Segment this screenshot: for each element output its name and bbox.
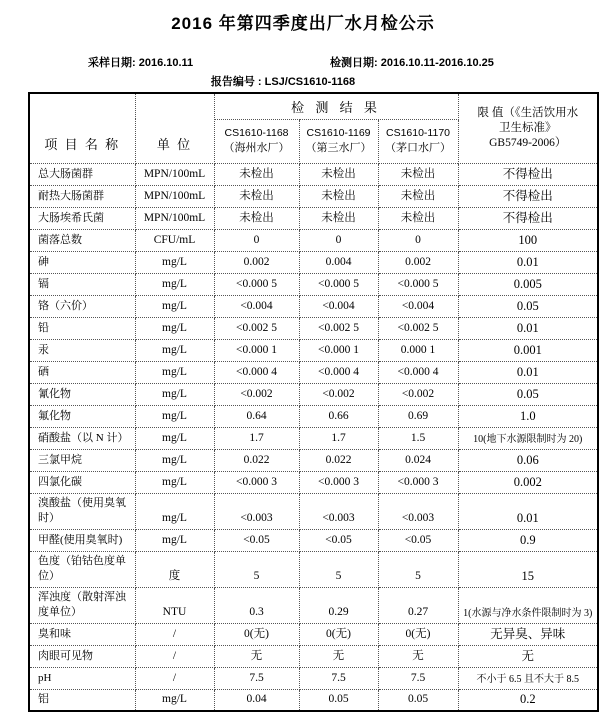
table-row (29, 185, 598, 207)
table-row (29, 529, 598, 551)
result-plant-3: 0.024 (378, 449, 458, 471)
result-plant-3: 0.002 (378, 251, 458, 273)
result-plant-1: <0.000 1 (214, 339, 299, 361)
result-plant-3: <0.002 5 (378, 317, 458, 339)
parameter-name: 氰化物 (29, 383, 135, 405)
detection-date: 检测日期: 2016.10.11-2016.10.25 (330, 57, 494, 69)
table-row (29, 551, 598, 587)
parameter-name: 菌落总数 (29, 229, 135, 251)
parameter-name: 砷 (29, 251, 135, 273)
parameter-name: 浑浊度（散射浑浊度单位） (29, 587, 135, 623)
result-plant-3: 未检出 (378, 207, 458, 229)
inspection-table (28, 92, 599, 712)
result-plant-3: 0.69 (378, 405, 458, 427)
unit-cell: MPN/100mL (135, 207, 214, 229)
parameter-name: 硝酸盐（以 N 计） (29, 427, 135, 449)
result-plant-2: <0.05 (299, 529, 378, 551)
result-plant-2: 未检出 (299, 207, 378, 229)
result-plant-3: <0.000 5 (378, 273, 458, 295)
limit-value: 0.001 (458, 339, 598, 361)
col-header-limit (458, 93, 598, 163)
limit-header-line2: 卫生标准》 (499, 121, 557, 134)
limit-value: 0.05 (458, 295, 598, 317)
table-row (29, 427, 598, 449)
result-plant-2: 1.7 (299, 427, 378, 449)
result-plant-1: 未检出 (214, 185, 299, 207)
table-row (29, 207, 598, 229)
result-plant-1: 0(无) (214, 623, 299, 645)
limit-value: 不得检出 (458, 163, 598, 185)
table-row (29, 295, 598, 317)
limit-value: 10(地下水源限制时为 20) (458, 427, 598, 449)
result-plant-1: <0.002 5 (214, 317, 299, 339)
unit-cell: mg/L (135, 273, 214, 295)
result-plant-2: <0.000 3 (299, 471, 378, 493)
limit-value: 0.2 (458, 689, 598, 711)
limit-value: 1.0 (458, 405, 598, 427)
result-plant-2: 0.29 (299, 587, 378, 623)
parameter-name: 硒 (29, 361, 135, 383)
meta-block (0, 54, 606, 88)
parameter-name: 溴酸盐（使用臭氧时） (29, 493, 135, 529)
result-plant-3: 0 (378, 229, 458, 251)
result-plant-2: <0.002 (299, 383, 378, 405)
unit-cell: mg/L (135, 251, 214, 273)
table-row (29, 251, 598, 273)
result-plant-1: 未检出 (214, 207, 299, 229)
limit-value: 100 (458, 229, 598, 251)
limit-value: 0.05 (458, 383, 598, 405)
table-row (29, 317, 598, 339)
unit-cell: / (135, 667, 214, 689)
parameter-name: 臭和味 (29, 623, 135, 645)
limit-value: 0.01 (458, 317, 598, 339)
table-row (29, 163, 598, 185)
table-row (29, 383, 598, 405)
parameter-name: 铝 (29, 689, 135, 711)
result-plant-3: <0.002 (378, 383, 458, 405)
parameter-name: 铅 (29, 317, 135, 339)
result-plant-1: 7.5 (214, 667, 299, 689)
result-plant-3: <0.000 4 (378, 361, 458, 383)
limit-value: 0.06 (458, 449, 598, 471)
result-plant-1: 0.022 (214, 449, 299, 471)
unit-cell: mg/L (135, 339, 214, 361)
result-plant-3: 无 (378, 645, 458, 667)
plant-name-1: （海州水厂） (223, 142, 290, 154)
limit-value: 0.01 (458, 361, 598, 383)
unit-cell: mg/L (135, 295, 214, 317)
table-row (29, 471, 598, 493)
sample-code-1: CS1610-1168 (224, 127, 289, 139)
result-plant-1: 无 (214, 645, 299, 667)
result-plant-2: <0.004 (299, 295, 378, 317)
result-plant-3: 0(无) (378, 623, 458, 645)
unit-cell: CFU/mL (135, 229, 214, 251)
result-plant-3: 0.27 (378, 587, 458, 623)
parameter-name: 氟化物 (29, 405, 135, 427)
result-plant-1: 0.002 (214, 251, 299, 273)
unit-cell: MPN/100mL (135, 185, 214, 207)
result-plant-1: <0.002 (214, 383, 299, 405)
plant-name-2: （第三水厂） (305, 142, 372, 154)
parameter-name: 镉 (29, 273, 135, 295)
result-plant-3: 0.05 (378, 689, 458, 711)
result-plant-1: <0.05 (214, 529, 299, 551)
table-row (29, 493, 598, 529)
limit-value: 0.002 (458, 471, 598, 493)
report-number: 报告编号 : LSJ/CS1610-1168 (210, 76, 356, 88)
result-plant-2: 0.05 (299, 689, 378, 711)
result-plant-1: <0.000 5 (214, 273, 299, 295)
result-plant-1: <0.003 (214, 493, 299, 529)
result-plant-3: <0.003 (378, 493, 458, 529)
parameter-name: 耐热大肠菌群 (29, 185, 135, 207)
result-plant-1: 0 (214, 229, 299, 251)
limit-value: 无异臭、异味 (458, 623, 598, 645)
limit-value: 0.01 (458, 251, 598, 273)
parameter-name: 大肠埃希氏菌 (29, 207, 135, 229)
result-plant-2: 未检出 (299, 185, 378, 207)
unit-cell: mg/L (135, 471, 214, 493)
parameter-name: 汞 (29, 339, 135, 361)
sample-code-2: CS1610-1169 (306, 127, 371, 139)
page-title: 2016 年第四季度出厂水月检公示 (171, 14, 435, 33)
unit-cell: mg/L (135, 405, 214, 427)
result-plant-2: 5 (299, 551, 378, 587)
sampling-date: 采样日期: 2016.10.11 (88, 57, 194, 69)
table-header (29, 93, 598, 163)
col-header-unit: 单 位 (135, 93, 214, 163)
result-plant-3: <0.004 (378, 295, 458, 317)
result-plant-2: <0.000 5 (299, 273, 378, 295)
limit-value: 无 (458, 645, 598, 667)
unit-cell: mg/L (135, 383, 214, 405)
limit-value: 1(水源与净水条件限制时为 3) (458, 587, 598, 623)
unit-cell: mg/L (135, 689, 214, 711)
result-plant-2: 0.004 (299, 251, 378, 273)
result-plant-1: 0.64 (214, 405, 299, 427)
result-plant-2: 0 (299, 229, 378, 251)
result-plant-3: 0.000 1 (378, 339, 458, 361)
result-plant-2: 7.5 (299, 667, 378, 689)
table-row (29, 449, 598, 471)
parameter-name: 三氯甲烷 (29, 449, 135, 471)
table-row (29, 623, 598, 645)
col-header-results-group: 检 测 结 果 (214, 93, 458, 119)
table-row (29, 229, 598, 251)
table-body (29, 163, 598, 711)
unit-cell: / (135, 645, 214, 667)
sample-code-3: CS1610-1170 (385, 127, 451, 139)
result-plant-1: <0.004 (214, 295, 299, 317)
col-header-sample-2 (299, 119, 378, 163)
table-row (29, 273, 598, 295)
result-plant-2: <0.000 4 (299, 361, 378, 383)
result-plant-3: <0.000 3 (378, 471, 458, 493)
result-plant-3: 未检出 (378, 185, 458, 207)
limit-value: 0.9 (458, 529, 598, 551)
table-row (29, 339, 598, 361)
limit-value: 不得检出 (458, 207, 598, 229)
result-plant-2: 0.022 (299, 449, 378, 471)
parameter-name: 总大肠菌群 (29, 163, 135, 185)
limit-value: 不得检出 (458, 185, 598, 207)
limit-value: 15 (458, 551, 598, 587)
result-plant-3: 7.5 (378, 667, 458, 689)
unit-cell: mg/L (135, 317, 214, 339)
plant-name-3: （茅口水厂） (385, 142, 451, 154)
table-row (29, 405, 598, 427)
unit-cell: 度 (135, 551, 214, 587)
result-plant-3: 1.5 (378, 427, 458, 449)
result-plant-1: 1.7 (214, 427, 299, 449)
result-plant-1: 0.3 (214, 587, 299, 623)
result-plant-1: <0.000 4 (214, 361, 299, 383)
table-row (29, 689, 598, 711)
unit-cell: mg/L (135, 529, 214, 551)
unit-cell: mg/L (135, 427, 214, 449)
parameter-name: 甲醛(使用臭氧时) (29, 529, 135, 551)
result-plant-2: 0(无) (299, 623, 378, 645)
unit-cell: MPN/100mL (135, 163, 214, 185)
table-row (29, 361, 598, 383)
unit-cell: mg/L (135, 361, 214, 383)
result-plant-2: 无 (299, 645, 378, 667)
table-row (29, 667, 598, 689)
result-plant-3: 5 (378, 551, 458, 587)
result-plant-3: 未检出 (378, 163, 458, 185)
limit-header-line3: GB5749-2006） (489, 136, 567, 149)
result-plant-2: 0.66 (299, 405, 378, 427)
parameter-name: 四氯化碳 (29, 471, 135, 493)
col-header-project: 项 目 名 称 (29, 93, 135, 163)
limit-header-line1: 限 值（《生活饮用水 (477, 106, 579, 119)
limit-value: 不小于 6.5 且不大于 8.5 (458, 667, 598, 689)
result-plant-3: <0.05 (378, 529, 458, 551)
unit-cell: mg/L (135, 449, 214, 471)
result-plant-2: <0.002 5 (299, 317, 378, 339)
col-header-sample-3 (378, 119, 458, 163)
result-plant-1: 5 (214, 551, 299, 587)
result-plant-1: 0.04 (214, 689, 299, 711)
table-row (29, 587, 598, 623)
result-plant-2: <0.003 (299, 493, 378, 529)
table-row (29, 645, 598, 667)
limit-value: 0.005 (458, 273, 598, 295)
result-plant-1: 未检出 (214, 163, 299, 185)
result-plant-2: <0.000 1 (299, 339, 378, 361)
limit-value: 0.01 (458, 493, 598, 529)
parameter-name: pH (29, 667, 135, 689)
unit-cell: mg/L (135, 493, 214, 529)
col-header-sample-1 (214, 119, 299, 163)
unit-cell: / (135, 623, 214, 645)
result-plant-2: 未检出 (299, 163, 378, 185)
parameter-name: 铬（六价） (29, 295, 135, 317)
unit-cell: NTU (135, 587, 214, 623)
parameter-name: 肉眼可见物 (29, 645, 135, 667)
parameter-name: 色度（铂钴色度单位） (29, 551, 135, 587)
result-plant-1: <0.000 3 (214, 471, 299, 493)
